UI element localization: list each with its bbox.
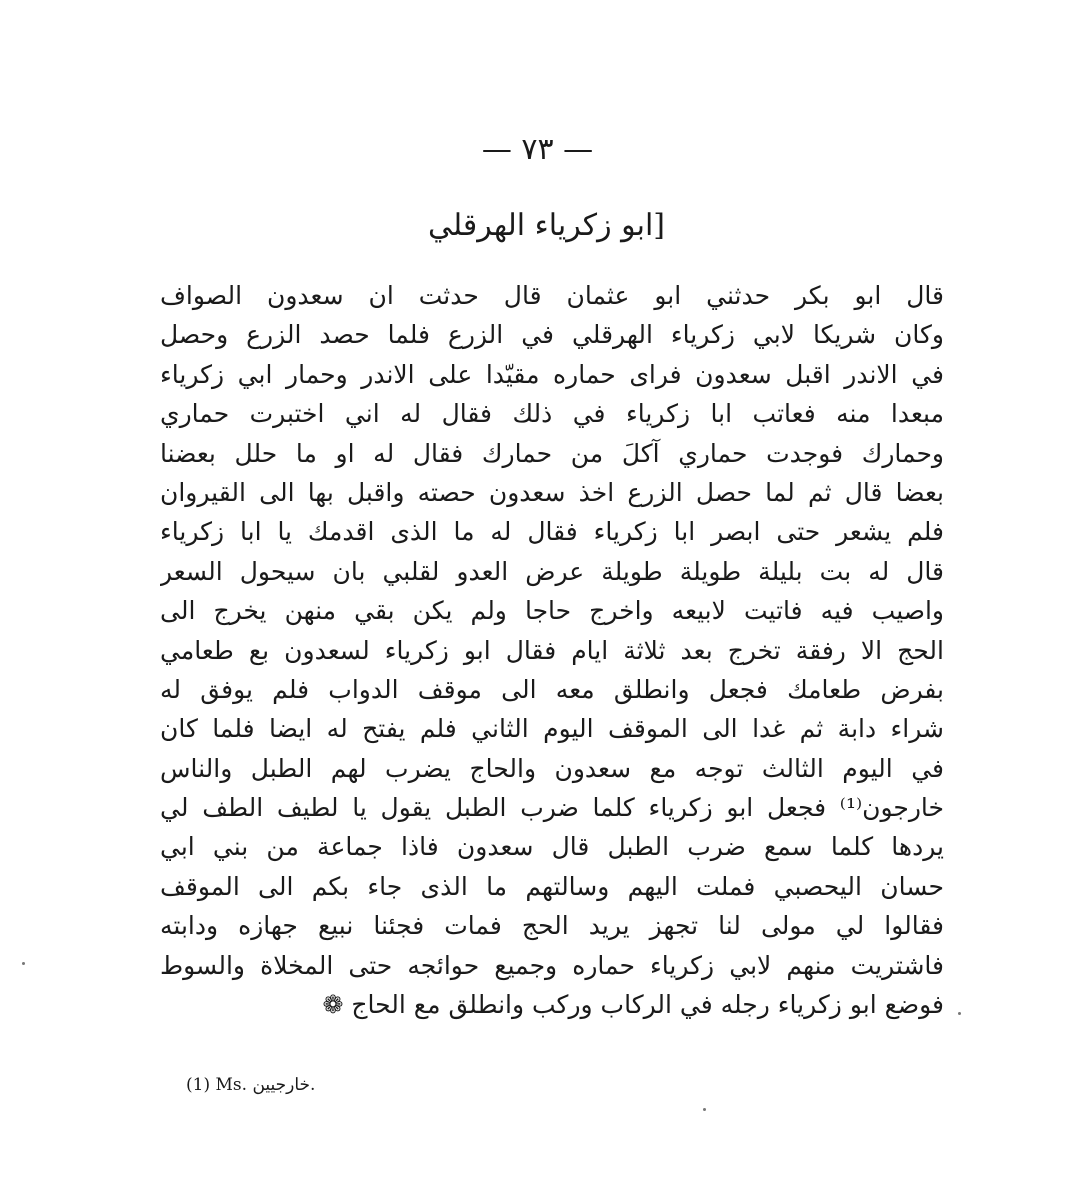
text-line: قال له بت بليلة طويلة طويلة عرض العدو لقلبي بان سيحول السعر	[160, 556, 944, 586]
text-line: وحمارك فوجدت حماري آكلَ من حمارك فقال له او ما حلل بعضنا	[160, 438, 944, 468]
scan-speck	[958, 1012, 961, 1015]
section-heading: [ابو زكرياء الهرقلي	[427, 208, 665, 243]
text-line: الحج الا رفقة تخرج بعد ثلاثة ايام فقال ابو زكرياء لسعدون بع طعامي	[160, 635, 944, 665]
footnote: (1) Ms. خارجيين.	[186, 1075, 316, 1095]
text-line: في الاندر اقبل سعدون فراى حماره مقيّدا على الاندر وحمار ابي زكرياء	[160, 359, 944, 389]
scan-speck	[703, 1108, 706, 1111]
text-line: خارجون⁽¹⁾ فجعل ابو زكرياء كلما ضرب الطبل يقول يا لطيف الطف لي	[160, 793, 944, 823]
page-number: — ٧٣ —	[481, 132, 594, 167]
text-line: قال ابو بكر حدثني ابو عثمان قال حدثت ان سعدون الصواف	[160, 281, 944, 310]
text-line: بفرض طعامك فجعل وانطلق معه الى موقف الدواب فلم يوفق له	[160, 674, 944, 704]
text-line: فاشتريت منهم لابي زكرياء حماره وجميع حوائجه حتى المخلاة والسوط	[160, 950, 944, 980]
text-line: واصيب فيه فاتيت لابيعه واخرج حاجا ولم يكن بقي منهن يخرج الى	[160, 596, 944, 626]
text-line: بعضا قال ثم لما حصل الزرع اخذ سعدون حصته واقبل بها الى القيروان	[160, 477, 944, 507]
text-line: في اليوم الثالث توجه مع سعدون والحاج يضرب لهم الطبل والناس	[160, 753, 944, 783]
scan-speck	[22, 962, 25, 965]
text-line: حسان اليحصبي فملت اليهم وسالتهم ما الذى جاء بكم الى الموقف	[160, 871, 944, 901]
text-line: شراء دابة ثم غدا الى الموقف اليوم الثاني فلم يفتح له ايضا فلما كان	[160, 714, 944, 744]
text-line: فوضع ابو زكرياء رجله في الركاب وركب وانطلق مع الحاج ❁	[322, 990, 944, 1020]
body-text	[160, 276, 944, 1024]
text-line: فقالوا لي مولى لنا تجهز يريد الحج فمات فجئنا نبيع جهازه ودابته	[160, 911, 944, 941]
text-line: فلم يشعر حتى ابصر ابا زكرياء فقال له ما الذى اقدمك يا ابا زكرياء	[160, 517, 944, 547]
text-line: مبعدا منه فعاتب ابا زكرياء في ذلك فقال له اني اختبرت حماري	[160, 399, 944, 429]
text-line: وكان شريكا لابي زكرياء الهرقلي في الزرع فلما حصد الزرع وحصل	[160, 320, 944, 350]
text-line: يردها كلما سمع ضرب الطبل قال سعدون فاذا جماعة من بني ابي	[160, 832, 944, 862]
